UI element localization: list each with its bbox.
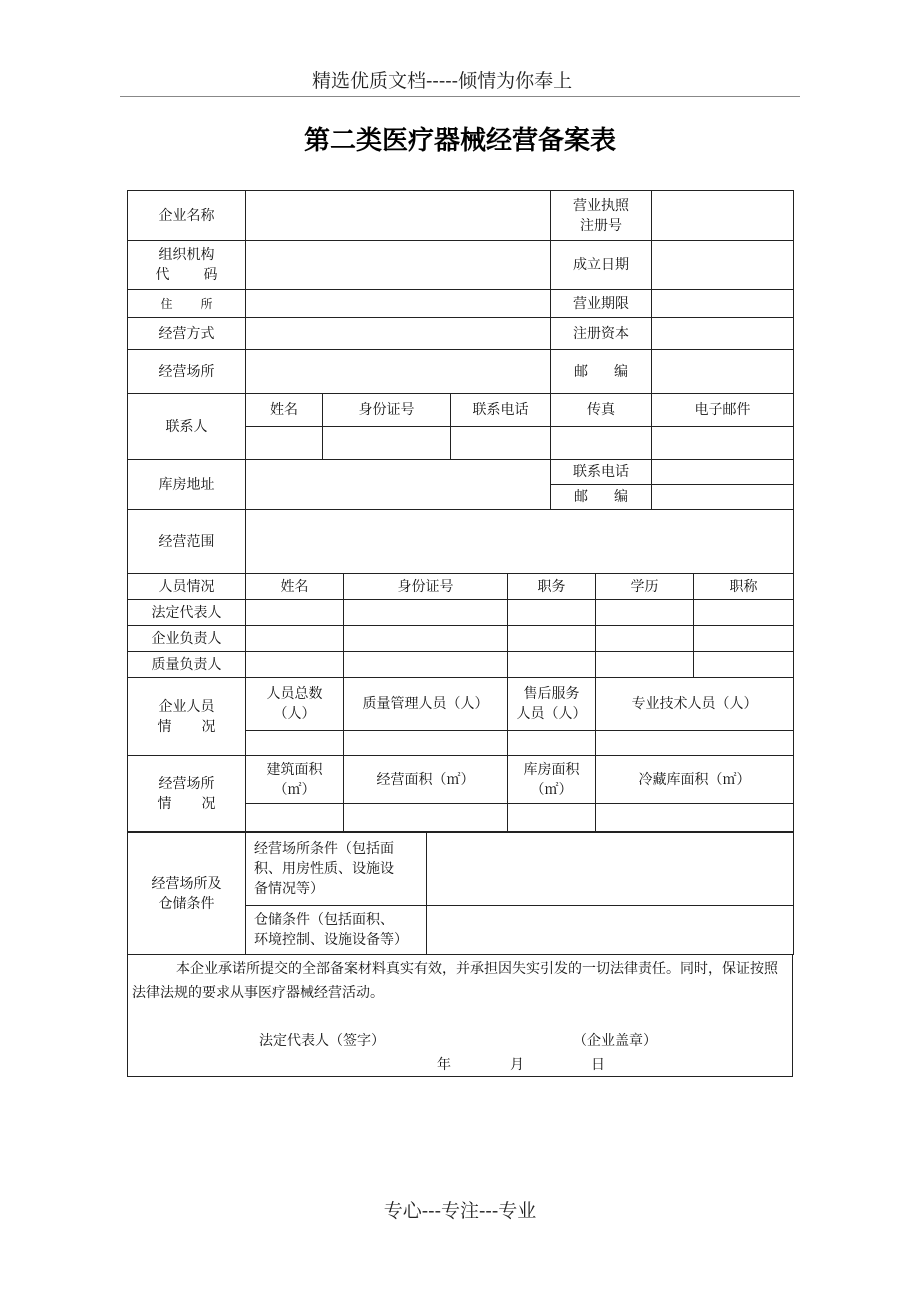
storage-conditions-label: 仓储条件（包括面积、 环境控制、设施设备等） [246, 906, 427, 955]
page-footer: 专心---专注---专业 [383, 1200, 537, 1222]
pledge-text: 本企业承诺所提交的全部备案材料真实有效，并承担因失实引发的一切法律责任。同时，保证按照法律法规的要求从事医疗器械经营活动。 [132, 961, 778, 1001]
contact-id-field[interactable] [323, 427, 451, 460]
contact-person-label: 联系人 [128, 394, 246, 460]
premises-label: 经营场所 [128, 350, 246, 394]
org-code-label: 组织机构 代 码 [128, 241, 246, 290]
staff-total-field[interactable] [246, 731, 344, 756]
contact-col-id: 身份证号 [323, 394, 451, 427]
storage-conditions-table [127, 832, 793, 955]
quality-head-education-field[interactable] [596, 652, 694, 678]
legal-rep-position-field[interactable] [508, 600, 596, 626]
cold-storage-area-label: 冷藏库面积（㎡） [596, 756, 794, 804]
warehouse-area-label: 库房面积 （㎡） [508, 756, 596, 804]
page-header: 精选优质文档-----倾情为你奉上 [312, 70, 573, 92]
company-seal[interactable]: （企业盖章） [573, 1033, 657, 1049]
legal-rep-signature[interactable]: 法定代表人（签字） [259, 1033, 385, 1049]
business-area-field[interactable] [344, 804, 508, 832]
legal-rep-education-field[interactable] [596, 600, 694, 626]
founded-date-field[interactable] [652, 241, 794, 290]
address-field[interactable] [246, 290, 551, 318]
staff-total-label: 人员总数 （人） [246, 678, 344, 731]
contact-col-fax: 传真 [551, 394, 652, 427]
building-area-label: 建筑面积 （㎡） [246, 756, 344, 804]
staff-quality-field[interactable] [344, 731, 508, 756]
company-name-field[interactable] [246, 191, 551, 241]
header-divider [120, 96, 800, 97]
legal-rep-title-field[interactable] [694, 600, 794, 626]
staff-technical-label: 专业技术人员（人） [596, 678, 794, 731]
cold-storage-area-field[interactable] [596, 804, 794, 832]
warehouse-address-label: 库房地址 [128, 460, 246, 510]
personnel-header-role: 人员情况 [128, 574, 246, 600]
business-term-field[interactable] [652, 290, 794, 318]
quality-head-label: 质量负责人 [128, 652, 246, 678]
org-code-field[interactable] [246, 241, 551, 290]
warehouse-postcode-label: 邮 编 [551, 485, 652, 510]
warehouse-area-field[interactable] [508, 804, 596, 832]
address-label: 住 所 [128, 290, 246, 318]
building-area-field[interactable] [246, 804, 344, 832]
contact-phone-field[interactable] [451, 427, 551, 460]
postcode-label: 邮 编 [551, 350, 652, 394]
quality-head-title-field[interactable] [694, 652, 794, 678]
company-head-label: 企业负责人 [128, 626, 246, 652]
company-info-table [127, 190, 793, 574]
site-section-label: 经营场所 情 况 [128, 756, 246, 832]
business-mode-field[interactable] [246, 318, 551, 350]
personnel-header-title: 职称 [694, 574, 794, 600]
personnel-header-id: 身份证号 [344, 574, 508, 600]
date-year: 年 [437, 1057, 451, 1073]
staff-technical-field[interactable] [596, 731, 794, 756]
site-conditions-field[interactable] [427, 833, 794, 906]
form-title: 第二类医疗器械经营备案表 [303, 126, 616, 156]
storage-section-label: 经营场所及 仓储条件 [128, 833, 246, 955]
staff-aftersales-label: 售后服务 人员（人） [508, 678, 596, 731]
company-head-title-field[interactable] [694, 626, 794, 652]
legal-rep-label: 法定代表人 [128, 600, 246, 626]
legal-rep-id-field[interactable] [344, 600, 508, 626]
pledge-box [127, 954, 793, 1077]
company-name-label: 企业名称 [128, 191, 246, 241]
warehouse-address-field[interactable] [246, 460, 551, 510]
business-term-label: 营业期限 [551, 290, 652, 318]
personnel-header-education: 学历 [596, 574, 694, 600]
personnel-table [127, 573, 793, 832]
license-number-field[interactable] [652, 191, 794, 241]
company-head-position-field[interactable] [508, 626, 596, 652]
contact-fax-field[interactable] [551, 427, 652, 460]
date-day: 日 [591, 1057, 605, 1073]
business-scope-field[interactable] [246, 510, 794, 574]
business-area-label: 经营面积（㎡） [344, 756, 508, 804]
company-head-id-field[interactable] [344, 626, 508, 652]
premises-field[interactable] [246, 350, 551, 394]
warehouse-postcode-field[interactable] [652, 485, 794, 510]
contact-col-email: 电子邮件 [652, 394, 794, 427]
business-scope-label: 经营范围 [128, 510, 246, 574]
business-mode-label: 经营方式 [128, 318, 246, 350]
quality-head-name-field[interactable] [246, 652, 344, 678]
personnel-header-name: 姓名 [246, 574, 344, 600]
quality-head-position-field[interactable] [508, 652, 596, 678]
quality-head-id-field[interactable] [344, 652, 508, 678]
warehouse-phone-field[interactable] [652, 460, 794, 485]
storage-conditions-field[interactable] [427, 906, 794, 955]
license-number-label: 营业执照 注册号 [551, 191, 652, 241]
legal-rep-name-field[interactable] [246, 600, 344, 626]
postcode-field[interactable] [652, 350, 794, 394]
contact-email-field[interactable] [652, 427, 794, 460]
staff-section-label: 企业人员 情 况 [128, 678, 246, 756]
company-head-education-field[interactable] [596, 626, 694, 652]
warehouse-phone-label: 联系电话 [551, 460, 652, 485]
contact-col-name: 姓名 [246, 394, 323, 427]
staff-quality-label: 质量管理人员（人） [344, 678, 508, 731]
site-conditions-label: 经营场所条件（包括面 积、用房性质、设施设 备情况等） [246, 833, 427, 906]
registered-capital-field[interactable] [652, 318, 794, 350]
registered-capital-label: 注册资本 [551, 318, 652, 350]
contact-name-field[interactable] [246, 427, 323, 460]
date-month: 月 [510, 1057, 524, 1073]
personnel-header-position: 职务 [508, 574, 596, 600]
founded-date-label: 成立日期 [551, 241, 652, 290]
contact-col-phone: 联系电话 [451, 394, 551, 427]
company-head-name-field[interactable] [246, 626, 344, 652]
staff-aftersales-field[interactable] [508, 731, 596, 756]
